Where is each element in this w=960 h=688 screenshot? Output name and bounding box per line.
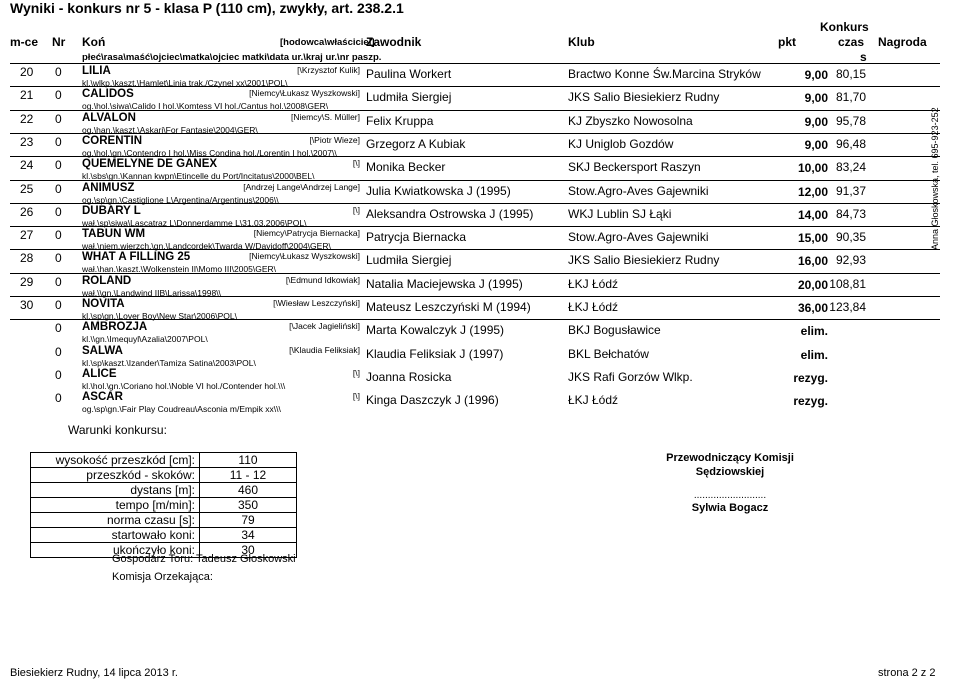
horse-details: og.\sp\gn.\Fair Play Coudreau\Asconia m/Empik xx\\\ [82, 404, 281, 415]
condition-value: 11 - 12 [200, 468, 297, 483]
entry-number: 0 [55, 321, 62, 336]
points: 36,00 [797, 301, 828, 315]
entry-number: 0 [55, 158, 62, 173]
rider-name: Ludmiła Siergiej [366, 253, 452, 268]
chair-title-2: Sędziowskiej [695, 466, 765, 478]
horse-name: WHAT A FILLING 25 [82, 251, 191, 264]
condition-value: 350 [200, 498, 297, 513]
row-divider [10, 203, 940, 204]
place: 25 [20, 181, 34, 196]
club-name: WKJ Lublin SJ Łąki [568, 206, 672, 221]
row-divider [10, 319, 940, 320]
horse-details: kl.\\gn.\Imequyl\Azalia\2007\POL\ [82, 334, 208, 345]
club-name: ŁKJ Łódź [568, 276, 619, 291]
points: 15,00 [797, 231, 828, 246]
condition-label: ukończyło koni: [31, 543, 200, 558]
entry-number: 0 [55, 251, 62, 266]
header-divider [10, 63, 940, 64]
owner-info: [\] [352, 367, 360, 378]
horse-name: ROLAND [82, 274, 132, 287]
entry-number: 0 [55, 344, 62, 359]
condition-row [31, 453, 297, 468]
condition-row [31, 528, 297, 543]
horse-name: SALWA [82, 344, 123, 357]
horse-details: kl.\sbs\gn.\Kannan kwpn\Etincelle du Port/Incitatus\2000\BEL\ [82, 171, 315, 182]
owner-info: [\Wiesław Leszczyński] [273, 298, 360, 308]
chair-title-1: Przewodniczący Komisji [666, 452, 794, 464]
rider-name: Monika Becker [366, 160, 446, 175]
horse-header: Koń [82, 35, 106, 49]
horse-details: kl.\wlkp.\kaszt.\Hamlet\Linia trak./Czynel xx\2001\POL\ [82, 78, 288, 88]
time-header: czas [838, 35, 865, 49]
owner-info: [\] [352, 391, 360, 402]
condition-row [31, 498, 297, 513]
entry-number: 0 [55, 111, 62, 126]
club-name: Stow.Agro-Aves Gajewniki [568, 230, 709, 245]
nr-header: Nr [52, 35, 66, 49]
condition-row [31, 468, 297, 483]
row-divider [10, 86, 940, 87]
konkurs-header: Konkurs [820, 20, 869, 34]
horse-details: wał.\niem.wierzch.\gn.\Landcordek\Twarda W/Davidoff\2004\GER\ [82, 241, 331, 252]
place: 20 [20, 65, 34, 79]
footer-location-date: Biesiekierz Rudny, 14 lipca 2013 r. [10, 667, 178, 679]
horse-details: wał.\han.\kaszt.\Wolkenstein II\Momo III\2005\GER\ [82, 264, 277, 275]
place: 26 [20, 204, 34, 219]
points-header: pkt [778, 35, 796, 49]
entry-number: 0 [55, 134, 62, 149]
owner-info: [\] [352, 204, 360, 215]
horse-name: TABUN WM [82, 228, 146, 241]
rider-name: Natalia Maciejewska J (1995) [366, 276, 523, 291]
condition-value: 30 [200, 543, 297, 558]
horse-name: AMBROZJA [82, 321, 148, 334]
conditions-label: Warunki konkursu: [68, 423, 167, 437]
condition-label: startowało koni: [31, 528, 200, 543]
condition-value: 460 [200, 483, 297, 498]
owner-info: [Niemcy\S. Müller] [291, 111, 360, 122]
time-seconds: 81,70 [835, 90, 866, 105]
place: 21 [20, 88, 34, 103]
rider-name: Grzegorz A Kubiak [366, 136, 466, 151]
row-divider [10, 133, 940, 134]
rider-name: Ludmiła Siergiej [366, 90, 452, 105]
entry-number: 0 [55, 228, 62, 243]
owner-info: [\] [352, 158, 360, 169]
points: 12,00 [797, 184, 828, 199]
club-name: BKJ Bogusławice [568, 323, 661, 338]
rider-name: Kinga Daszczyk J (1996) [366, 393, 499, 408]
condition-value: 34 [200, 528, 297, 543]
horse-details: kl.\sp\gn.\Lover Boy\New Star\2006\POL\ [82, 311, 237, 321]
horse-details: og.\sp\gn.\Castiglione L\Argentina/Argentinus\2006\\ [82, 194, 279, 205]
club-name: JKS Salio Biesiekierz Rudny [568, 253, 720, 268]
rider-name: Felix Kruppa [366, 113, 434, 128]
condition-value: 110 [200, 453, 297, 468]
horse-details: kl.\sp\kaszt.\Izander\Tamiza Satina\2003\POL\ [82, 357, 256, 368]
club-header: Klub [568, 35, 595, 49]
horse-details: og.\hol.\siwa\Calido I hol.\Komtess VI hol./Cantus hol.\2008\GER\ [82, 101, 329, 112]
condition-value: 79 [200, 513, 297, 528]
horse-name: NOVITA [82, 298, 125, 310]
place: 24 [20, 158, 34, 173]
owner-info: [Niemcy\Łukasz Wyszkowski] [249, 88, 360, 99]
horse-details: og.\hol.\gn.\Contendro I hol.\Miss Condina hol./Lorentin I hol.\2007\\ [82, 147, 337, 158]
points: rezyg. [793, 370, 828, 385]
row-divider [10, 273, 940, 274]
condition-label: wysokość przeszkód [cm]: [31, 453, 200, 468]
time-seconds: 92,93 [835, 253, 866, 268]
side-contact: Anna Głoskowska, tel. 695-923-252 [930, 107, 940, 250]
horse-name: CORENTIN [82, 134, 143, 147]
row-divider [10, 296, 940, 297]
horse-name: LILIA [82, 65, 111, 77]
condition-row [31, 513, 297, 528]
horse-name: ASCAR [82, 391, 123, 404]
rider-name: Paulina Workert [366, 67, 452, 81]
entry-number: 0 [55, 204, 62, 219]
owner-info: [\Klaudia Feliksiak] [289, 344, 360, 355]
points: 14,00 [797, 207, 828, 222]
entry-number: 0 [55, 88, 62, 103]
points: 16,00 [797, 254, 828, 269]
owner-info: [\Jacek Jagieliński] [289, 321, 360, 332]
owner-info: [\Piotr Wieze] [309, 134, 360, 145]
commission-label: Komisja Orzekająca: [112, 571, 213, 583]
entry-number: 0 [55, 391, 62, 406]
points: elim. [800, 347, 828, 362]
time-seconds: 108,81 [829, 276, 866, 291]
time-seconds: 90,35 [835, 230, 866, 245]
condition-label: przeszkód - skoków: [31, 468, 200, 483]
signature-dots: .......................... [693, 490, 767, 501]
owner-header: [hodowca\właściciel] [280, 37, 375, 48]
rider-name: Julia Kwiatkowska J (1995) [366, 183, 511, 198]
row-divider [10, 110, 940, 111]
row-divider [10, 249, 940, 250]
horse-name: QUEMELYNE DE GANEX [82, 158, 218, 171]
points: rezyg. [793, 394, 828, 409]
horse-name: DUBARY L [82, 204, 141, 217]
club-name: Stow.Agro-Aves Gajewniki [568, 183, 709, 198]
row-divider [10, 180, 940, 181]
points: 9,00 [804, 137, 828, 152]
entry-number: 0 [55, 274, 62, 289]
conditions-table [30, 452, 297, 558]
club-name: SKJ Beckersport Raszyn [568, 160, 701, 175]
condition-label: tempo [m/min]: [31, 498, 200, 513]
rider-name: Patrycja Biernacka [366, 230, 467, 245]
points: 10,00 [797, 161, 828, 176]
place: 30 [20, 298, 34, 312]
entry-number: 0 [55, 181, 62, 196]
entry-number: 0 [55, 65, 62, 79]
club-name: BKL Bełchatów [568, 346, 649, 361]
entry-number: 0 [55, 367, 62, 382]
time-seconds: 83,24 [835, 160, 866, 175]
place: 27 [20, 228, 34, 243]
page-title: Wyniki - konkurs nr 5 - klasa P (110 cm), zwykły, art. 238.2.1 [10, 0, 404, 16]
row-divider [10, 156, 940, 157]
club-name: KJ Uniglob Gozdów [568, 136, 674, 151]
time-seconds: 96,48 [835, 136, 866, 151]
place: 23 [20, 134, 34, 149]
points: 9,00 [804, 91, 828, 106]
owner-info: [Niemcy\Łukasz Wyszkowski] [249, 251, 360, 262]
place: 22 [20, 111, 34, 126]
owner-info: [Andrzej Lange\Andrzej Lange] [243, 181, 360, 192]
club-name: JKS Salio Biesiekierz Rudny [568, 90, 720, 105]
horse-details: wał.\\gn.\Landwind IIB\Larissa\1998\\ [82, 287, 221, 298]
points: 9,00 [804, 68, 828, 82]
time-seconds: 95,78 [835, 113, 866, 128]
seconds-header: s [860, 50, 867, 64]
horse-name: ANIMUSZ [82, 181, 135, 194]
points: 20,00 [797, 277, 828, 292]
place: 28 [20, 251, 34, 266]
prize-header: Nagroda [878, 35, 927, 49]
rider-name: Klaudia Feliksiak J (1997) [366, 346, 504, 361]
points: elim. [800, 324, 828, 339]
horse-subheader: płeć\rasa\maść\ojciec\matka\ojciec matki\data ur.\kraj ur.\nr paszp. [82, 52, 382, 63]
rider-name: Aleksandra Ostrowska J (1995) [366, 206, 534, 221]
footer-page-number: strona 2 z 2 [878, 667, 936, 679]
horse-details: kl.\hol.\gn.\Coriano hol.\Noble VI hol./Contender hol.\\\ [82, 380, 286, 391]
club-name: Bractwo Konne Św.Marcina Stryków [568, 67, 761, 81]
horse-details: wał.\sp\siwa\Lascatraz L\Donnerdamme L\31.03.2006\POL\ [82, 217, 307, 228]
entry-number: 0 [55, 298, 62, 312]
condition-row [31, 483, 297, 498]
points: 9,00 [804, 114, 828, 129]
time-seconds: 123,84 [829, 300, 866, 314]
horse-name: CALIDOS [82, 88, 134, 101]
club-name: JKS Rafi Gorzów Wlkp. [568, 369, 693, 384]
row-divider [10, 226, 940, 227]
club-name: ŁKJ Łódź [568, 300, 619, 314]
chair-name: Sylwia Bogacz [691, 502, 769, 514]
rider-name: Marta Kowalczyk J (1995) [366, 323, 505, 338]
owner-info: [Niemcy\Patrycja Biernacka] [253, 228, 360, 239]
horse-details: og.\han.\kaszt.\Askari\For Fantasie\2004\GER\ [82, 124, 258, 135]
club-name: KJ Zbyszko Nowosolna [568, 113, 693, 128]
rider-header: Zawodnik [366, 35, 422, 49]
condition-label: norma czasu [s]: [31, 513, 200, 528]
place: 29 [20, 274, 34, 289]
owner-info: [\Krzysztof Kulik] [297, 65, 360, 75]
place-header: m-ce [10, 35, 39, 49]
owner-info: [\Edmund Idkowiak] [285, 274, 360, 285]
time-seconds: 84,73 [835, 206, 866, 221]
horse-name: ALVALON [82, 111, 136, 124]
rider-name: Mateusz Leszczyński M (1994) [366, 300, 531, 314]
condition-label: dystans [m]: [31, 483, 200, 498]
rider-name: Joanna Rosicka [366, 369, 452, 384]
time-seconds: 80,15 [835, 67, 866, 81]
time-seconds: 91,37 [835, 183, 866, 198]
club-name: ŁKJ Łódź [568, 393, 619, 408]
horse-name: ALICE [82, 367, 117, 380]
course-designer: Gospodarz Toru: Tadeusz Głoskowski [112, 553, 296, 565]
